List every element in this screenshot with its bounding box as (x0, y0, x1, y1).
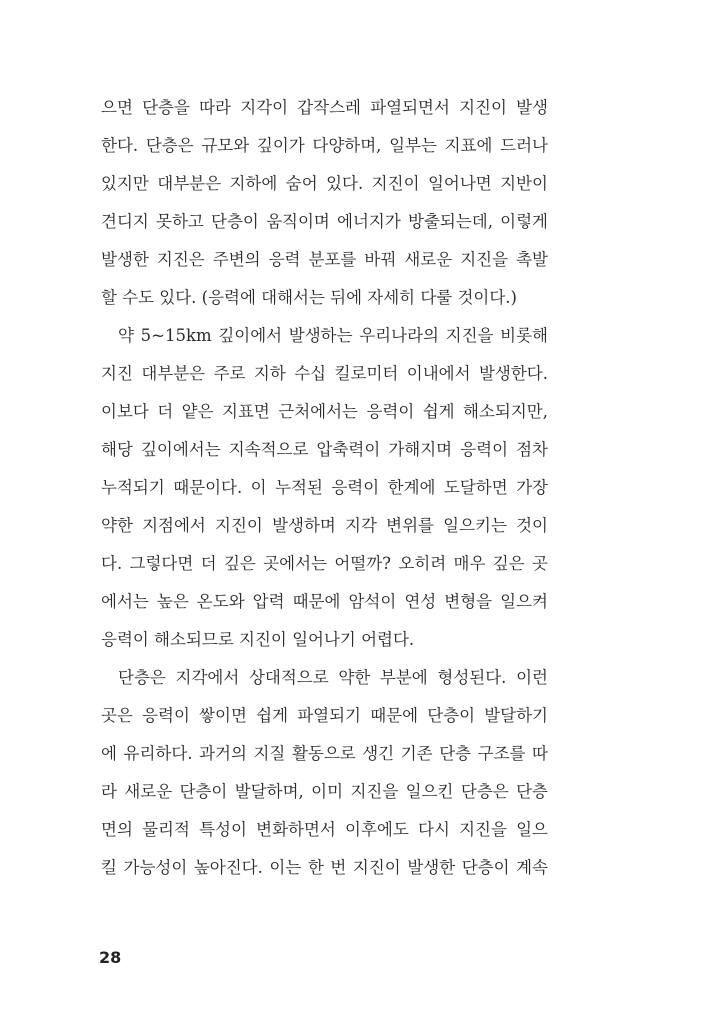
text-line: 으면 단층을 따라 지각이 갑작스레 파열되면서 지진이 발생 (101, 98, 548, 117)
text-line: 킬 가능성이 높아진다. 이는 한 번 지진이 발생한 단층이 계속 (101, 858, 548, 877)
text-line: 한다. 단층은 규모와 깊이가 다양하며, 일부는 지표에 드러나 (101, 136, 548, 155)
body-text (101, 94, 548, 892)
text-line: 발생한 지진은 주변의 응력 분포를 바꿔 새로운 지진을 촉발 (101, 250, 548, 269)
text-line: 지진 대부분은 주로 지하 수십 킬로미터 이내에서 발생한다. (101, 364, 548, 383)
text-line: 누적되기 때문이다. 이 누적된 응력이 한계에 도달하면 가장 (101, 478, 548, 497)
text-line: 약한 지점에서 지진이 발생하며 지각 변위를 일으키는 것이 (101, 516, 548, 535)
text-line: 다. 그렇다면 더 깊은 곳에서는 어떨까? 오히려 매우 깊은 곳 (101, 554, 548, 573)
text-line: 곳은 응력이 쌓이면 쉽게 파열되기 때문에 단층이 발달하기 (101, 706, 548, 725)
text-line: 라 새로운 단층이 발달하며, 이미 지진을 일으킨 단층은 단층 (101, 782, 548, 801)
page-number: 28 (99, 948, 122, 967)
text-line: 면의 물리적 특성이 변화하면서 이후에도 다시 지진을 일으 (101, 820, 548, 839)
text-line: 응력이 해소되므로 지진이 일어나기 어렵다. (101, 630, 415, 649)
text-line: 이보다 더 얕은 지표면 근처에서는 응력이 쉽게 해소되지만, (101, 402, 548, 421)
text-line: 견디지 못하고 단층이 움직이며 에너지가 방출되는데, 이렇게 (101, 212, 548, 231)
text-line: 있지만 대부분은 지하에 숨어 있다. 지진이 일어나면 지반이 (101, 174, 548, 193)
text-line: 해당 깊이에서는 지속적으로 압축력이 가해지며 응력이 점차 (101, 440, 548, 459)
text-line: 에 유리하다. 과거의 지질 활동으로 생긴 기존 단층 구조를 따 (101, 744, 548, 763)
text-line: 에서는 높은 온도와 압력 때문에 암석이 연성 변형을 일으켜 (101, 592, 548, 611)
text-line: 단층은 지각에서 상대적으로 약한 부분에 형성된다. 이런 (118, 668, 548, 687)
text-line: 약 5~15km 깊이에서 발생하는 우리나라의 지진을 비롯해 (118, 326, 548, 345)
text-line: 할 수도 있다. (응력에 대해서는 뒤에 자세히 다룰 것이다.) (101, 288, 517, 307)
